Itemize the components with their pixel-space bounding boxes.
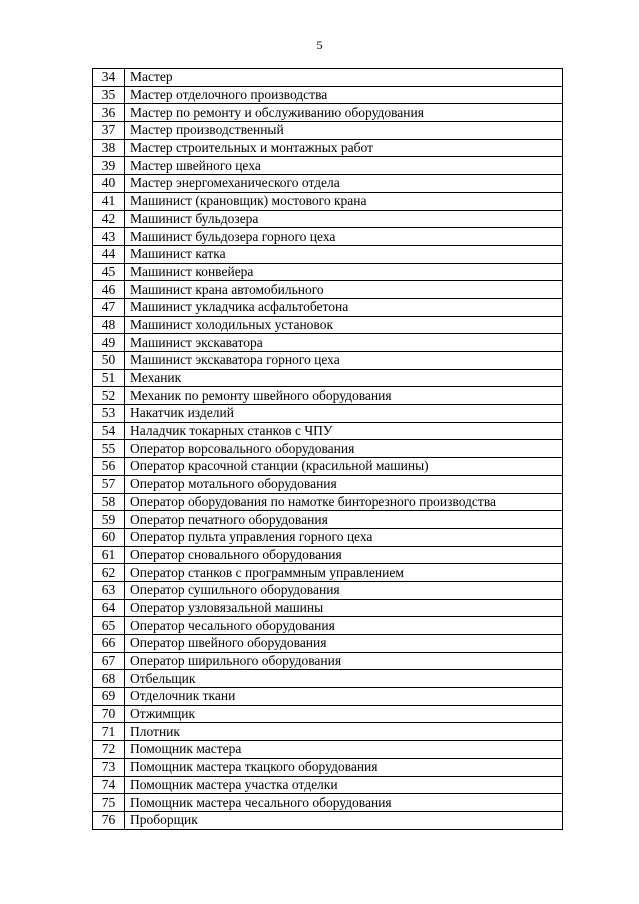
position-title: Наладчик токарных станков с ЧПУ [125,422,563,440]
table-row [93,705,563,723]
position-title: Оператор печатного оборудования [125,511,563,529]
table-row [93,670,563,688]
row-number: 35 [93,86,125,104]
row-number: 73 [93,758,125,776]
row-number: 53 [93,405,125,423]
table-row [93,599,563,617]
position-title: Помощник мастера ткацкого оборудования [125,758,563,776]
table-row [93,69,563,87]
row-number: 44 [93,245,125,263]
row-number: 36 [93,104,125,122]
page-number: 5 [316,38,323,52]
table-row [93,546,563,564]
position-title: Мастер [125,69,563,87]
row-number: 50 [93,352,125,370]
table-row [93,210,563,228]
table-row [93,175,563,193]
position-title: Мастер энергомеханического отдела [125,175,563,193]
table-row [93,511,563,529]
table-row [93,458,563,476]
table-row [93,387,563,405]
row-number: 68 [93,670,125,688]
table-row [93,794,563,812]
position-title: Отделочник ткани [125,688,563,706]
position-title: Накатчик изделий [125,405,563,423]
position-title: Оператор швейного оборудования [125,635,563,653]
position-title: Помощник мастера чесального оборудования [125,794,563,812]
row-number: 56 [93,458,125,476]
row-number: 51 [93,369,125,387]
row-number: 57 [93,475,125,493]
row-number: 64 [93,599,125,617]
position-title: Оператор ворсовального оборудования [125,440,563,458]
table-row [93,811,563,829]
row-number: 65 [93,617,125,635]
table-row [93,122,563,140]
row-number: 58 [93,493,125,511]
position-title: Мастер по ремонту и обслуживанию оборудования [125,104,563,122]
positions-table-body [93,69,563,830]
table-row [93,352,563,370]
position-title: Машинист экскаватора горного цеха [125,352,563,370]
table-row [93,493,563,511]
row-number: 45 [93,263,125,281]
table-row [93,192,563,210]
table-row [93,405,563,423]
table-row [93,245,563,263]
position-title: Механик [125,369,563,387]
row-number: 61 [93,546,125,564]
position-title: Мастер строительных и монтажных работ [125,139,563,157]
position-title: Машинист бульдозера [125,210,563,228]
row-number: 66 [93,635,125,653]
table-row [93,758,563,776]
row-number: 40 [93,175,125,193]
table-row [93,298,563,316]
table-row [93,617,563,635]
table-row [93,723,563,741]
row-number: 70 [93,705,125,723]
row-number: 49 [93,334,125,352]
table-row [93,228,563,246]
row-number: 74 [93,776,125,794]
table-row [93,475,563,493]
row-number: 34 [93,69,125,87]
position-title: Оператор пульта управления горного цеха [125,528,563,546]
row-number: 59 [93,511,125,529]
row-number: 60 [93,528,125,546]
table-row [93,688,563,706]
position-title: Оператор красочной станции (красильной машины) [125,458,563,476]
row-number: 43 [93,228,125,246]
row-number: 46 [93,281,125,299]
row-number: 76 [93,811,125,829]
row-number: 63 [93,581,125,599]
table-row [93,157,563,175]
table-row [93,528,563,546]
table-row [93,652,563,670]
row-number: 52 [93,387,125,405]
position-title: Мастер отделочного производства [125,86,563,104]
row-number: 69 [93,688,125,706]
position-title: Оператор сновального оборудования [125,546,563,564]
row-number: 75 [93,794,125,812]
table-row [93,139,563,157]
position-title: Оператор сушильного оборудования [125,581,563,599]
position-title: Оператор станков с программным управлением [125,564,563,582]
positions-table [92,68,563,830]
table-row [93,741,563,759]
row-number: 39 [93,157,125,175]
position-title: Машинист конвейера [125,263,563,281]
table-row [93,104,563,122]
table-row [93,263,563,281]
position-title: Оператор узловязальной машины [125,599,563,617]
row-number: 55 [93,440,125,458]
table-row [93,422,563,440]
table-row [93,440,563,458]
row-number: 62 [93,564,125,582]
row-number: 37 [93,122,125,140]
table-row [93,581,563,599]
table-row [93,281,563,299]
position-title: Отбельщик [125,670,563,688]
table-row [93,635,563,653]
row-number: 38 [93,139,125,157]
row-number: 67 [93,652,125,670]
row-number: 41 [93,192,125,210]
position-title: Оператор оборудования по намотке бинторезного производства [125,493,563,511]
table-row [93,316,563,334]
position-title: Оператор мотального оборудования [125,475,563,493]
row-number: 72 [93,741,125,759]
position-title: Машинист экскаватора [125,334,563,352]
row-number: 71 [93,723,125,741]
position-title: Машинист укладчика асфальтобетона [125,298,563,316]
position-title: Отжимщик [125,705,563,723]
table-row [93,334,563,352]
position-title: Помощник мастера [125,741,563,759]
position-title: Помощник мастера участка отделки [125,776,563,794]
position-title: Плотник [125,723,563,741]
table-row [93,369,563,387]
position-title: Машинист холодильных установок [125,316,563,334]
table-row [93,564,563,582]
table-row [93,86,563,104]
position-title: Мастер швейного цеха [125,157,563,175]
position-title: Машинист катка [125,245,563,263]
table-row [93,776,563,794]
position-title: Машинист (крановщик) мостового крана [125,192,563,210]
position-title: Механик по ремонту швейного оборудования [125,387,563,405]
position-title: Машинист бульдозера горного цеха [125,228,563,246]
position-title: Мастер производственный [125,122,563,140]
position-title: Проборщик [125,811,563,829]
row-number: 54 [93,422,125,440]
row-number: 42 [93,210,125,228]
position-title: Оператор чесального оборудования [125,617,563,635]
position-title: Машинист крана автомобильного [125,281,563,299]
position-title: Оператор ширильного оборудования [125,652,563,670]
row-number: 47 [93,298,125,316]
row-number: 48 [93,316,125,334]
